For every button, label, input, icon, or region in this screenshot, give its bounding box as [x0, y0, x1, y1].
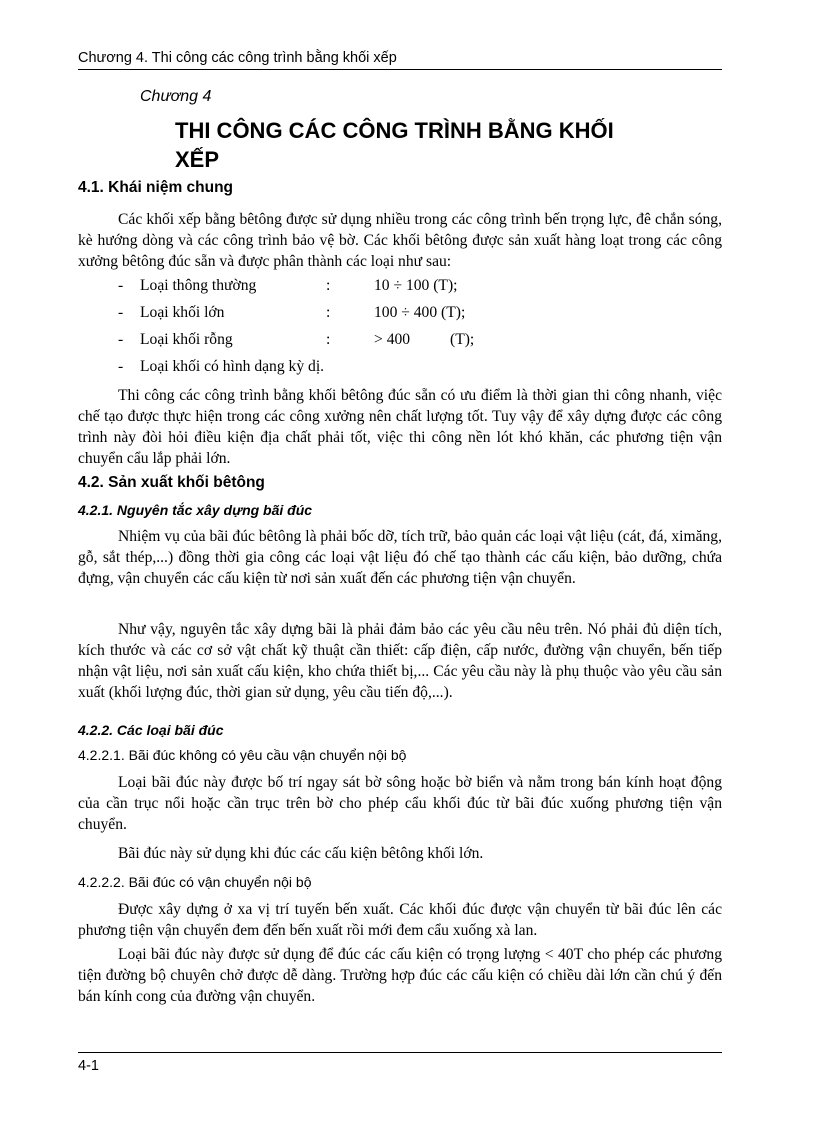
- section-heading-4-2-1: 4.2.1. Nguyên tắc xây dựng bãi đúc: [78, 502, 313, 518]
- section-heading-4-1: 4.1. Khái niệm chung: [78, 179, 234, 196]
- section-4-2-1-para-1: Nhiệm vụ của bãi đúc bêtông là phải bốc dỡ, tích trữ, bảo quản các loại vật liệu (cát, đá, ximăng, gỗ, sắt thép,...) đồng thời gia công các loại vật liệu đó chế tạo thành các cấu kiện, bảo dưỡng, chứa đựng, vận chuyển các cấu kiện từ nơi sản xuất đến các phương tiện vận chuyển.: [78, 528, 722, 587]
- header-rule: [78, 69, 722, 70]
- section-4-2-1-para-2: Như vậy, nguyên tắc xây dựng bãi là phải đảm bảo các yêu cầu nêu trên. Nó phải đủ diện tích, kích thước và các cơ sở vật chất kỹ thuật cần thiết: cấp điện, cấp nước, đường vận chuyển, bến tiếp nhận vật liệu, nơi sản xuất cấu kiện, kho chứa thiết bị,... Các yêu cầu này là phụ thuộc vào yêu cầu sản xuất (khối lượng đúc, thời gian sử dụng, yêu cầu tiến độ,...).: [78, 621, 722, 701]
- section-heading-4-2-2: 4.2.2. Các loại bãi đúc: [78, 722, 224, 738]
- section-4-2-2-1-para-1: Loại bãi đúc này được bố trí ngay sát bờ sông hoặc bờ biển và nằm trong bán kính hoạt động của cần trục nổi hoặc cần trục trên bờ cho phép cẩu khối đúc từ bãi đúc xuống phương tiện vận chuyển.: [78, 774, 722, 833]
- section-heading-4-2-2-2: 4.2.2.2. Bãi đúc có vận chuyển nội bộ: [78, 874, 312, 890]
- section-4-2-2-2-para-1: Được xây dựng ở xa vị trí tuyến bến xuất. Các khối đúc được vận chuyển từ bãi đúc lên các phương tiện vận chuyển đem đến bến xuất rồi mới đem cẩu xuống xà lan.: [78, 901, 722, 939]
- section-4-1-intro: Các khối xếp bằng bêtông được sử dụng nhiều trong các công trình bến trọng lực, đê chắn sóng, kè hướng dòng và các công trình bảo vệ bờ. Các khối bêtông được sản xuất hàng loạt trong các công xưởng bêtông đúc sẵn và được phân thành các loại như sau:: [78, 211, 722, 270]
- section-4-1-outro: Thi công các công trình bằng khối bêtông đúc sẵn có ưu điểm là thời gian thi công nhanh, việc chế tạo được thực hiện trong các công xưởng nên chất lượng tốt. Tuy vậy để xây dựng được các công trình này đòi hỏi điều kiện địa chất phải tốt, việc thi công nền lót khó khăn, các phương tiện vận chuyển cẩu lắp phải lớn.: [78, 387, 722, 467]
- section-heading-4-2: 4.2. Sản xuất khối bêtông: [78, 474, 265, 491]
- chapter-title-line-2: XẾP: [175, 147, 220, 172]
- chapter-title: [175, 116, 695, 174]
- chapter-label: Chương 4: [140, 88, 212, 105]
- section-heading-4-2-2-1: 4.2.2.1. Bãi đúc không có yêu cầu vận chuyển nội bộ: [78, 747, 407, 763]
- section-4-2-2-2-para-2: Loại bãi đúc này được sử dụng để đúc các cấu kiện có trọng lượng < 40T cho phép các phương tiện đường bộ chuyên chở được dễ dàng. Trường hợp đúc các cấu kiện có chiều dài lớn cần chú ý đến bán kính cong của đường vận chuyển.: [78, 946, 722, 1005]
- page-number: 4-1: [78, 1058, 99, 1074]
- footer-rule: [78, 1052, 722, 1053]
- chapter-title-line-1: THI CÔNG CÁC CÔNG TRÌNH BẰNG KHỐI: [175, 118, 614, 143]
- section-4-2-2-1-para-2: Bãi đúc này sử dụng khi đúc các cấu kiện bêtông khối lớn.: [118, 845, 484, 862]
- running-header: Chương 4. Thi công các công trình bằng khối xếp: [78, 50, 397, 66]
